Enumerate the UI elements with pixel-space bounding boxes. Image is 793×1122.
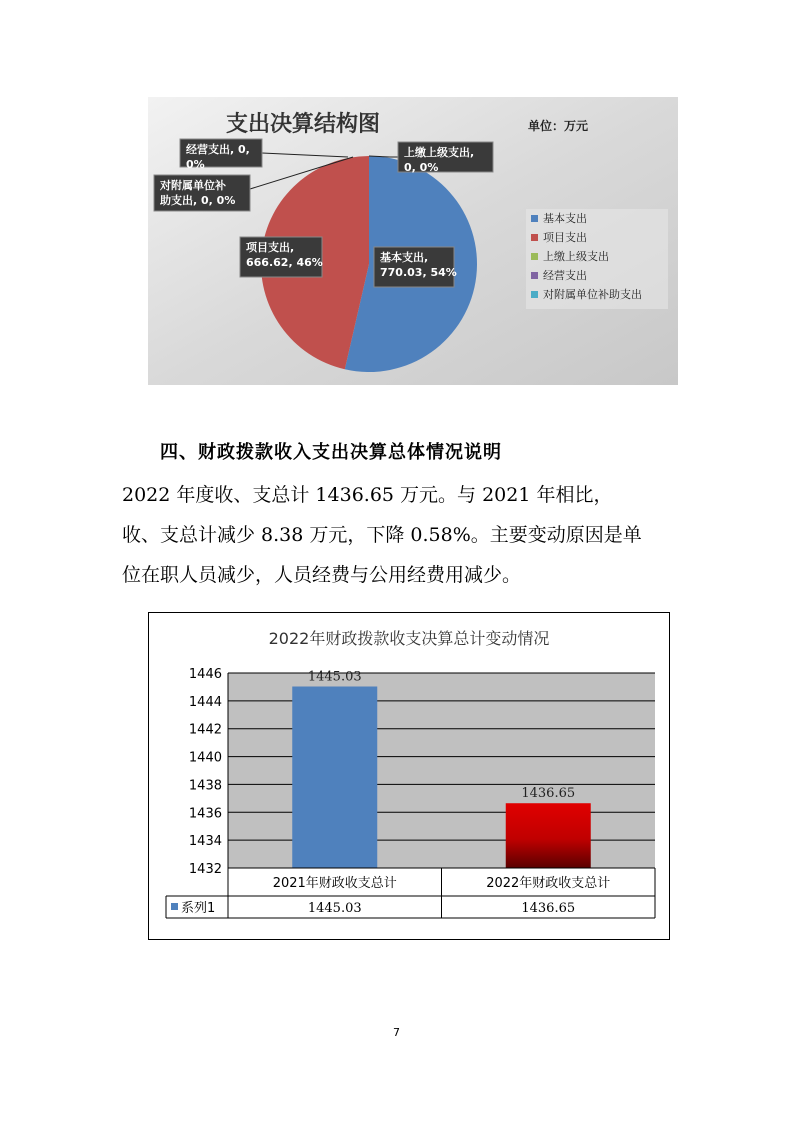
bar-table-value: 1436.65 [521,901,576,916]
bar-chart [148,612,670,940]
pie-legend-item: 上缴上级支出 [543,250,609,263]
bar-table-value: 1445.03 [307,901,362,916]
pie-legend-swatch [531,291,538,298]
pie-data-label: 0, 0% [404,161,439,174]
section-heading: 四、财政拨款收入支出决算总体情况说明 [160,442,502,463]
bar-y-tick-label: 1442 [188,722,222,738]
bar-data-label: 1445.03 [307,669,362,685]
pie-chart-title: 支出决算结构图 [226,112,381,137]
page-number: 7 [393,1026,400,1039]
pie-data-label: 对附属单位补 [160,179,226,192]
bar-y-tick-label: 1440 [188,750,222,766]
pie-legend-swatch [531,253,538,260]
pie-data-label: 0% [186,158,205,171]
pie-legend-item: 对附属单位补助支出 [543,288,642,301]
pie-legend-item: 经营支出 [543,269,587,282]
bar-plot-area [228,673,655,868]
pie-data-label: 666.62, 46% [246,256,323,269]
pie-legend-item: 项目支出 [543,231,587,244]
pie-legend-swatch [531,234,538,241]
pie-data-label: 助支出, 0, 0% [160,194,236,207]
pie-legend-item: 基本支出 [543,212,587,225]
pie-data-label: 经营支出, 0, [186,143,250,156]
bar-y-tick-label: 1432 [188,862,222,877]
bar-y-tick-label: 1438 [188,778,222,794]
bar-y-tick-label: 1446 [188,667,222,682]
paragraph-line-1: 2022 年度收、支总计 1436.65 万元。与 2021 年相比， [122,484,613,506]
pie-data-label: 770.03, 54% [380,266,457,279]
bar-series-swatch [171,903,178,910]
bar-y-tick-label: 1436 [188,806,222,822]
bar-y-tick-label: 1434 [188,834,222,850]
pie-data-label: 项目支出, [246,241,295,254]
bar [506,803,591,868]
bar-chart-title: 2022年财政拨款收支决算总计变动情况 [268,629,550,648]
bar [292,687,377,868]
paragraph-line-3: 位在职人员减少，人员经费与公用经费用减少。 [122,564,522,586]
pie-legend-swatch [531,272,538,279]
pie-legend-swatch [531,215,538,222]
paragraph-line-2: 收、支总计减少 8.38 万元，下降 0.58%。主要变动原因是单 [122,524,642,546]
bar-data-label: 1436.65 [521,786,576,802]
pie-data-label: 基本支出, [380,251,429,264]
pie-chart-unit-label: 单位：万元 [528,119,589,133]
bar-y-tick-label: 1444 [188,694,222,710]
bar-x-category-label: 2022年财政收支总计 [486,876,611,891]
bar-series-name: 系列1 [181,901,216,916]
pie-chart [148,97,678,385]
pie-data-label: 上缴上级支出, [404,146,475,159]
bar-x-category-label: 2021年财政收支总计 [272,876,397,891]
